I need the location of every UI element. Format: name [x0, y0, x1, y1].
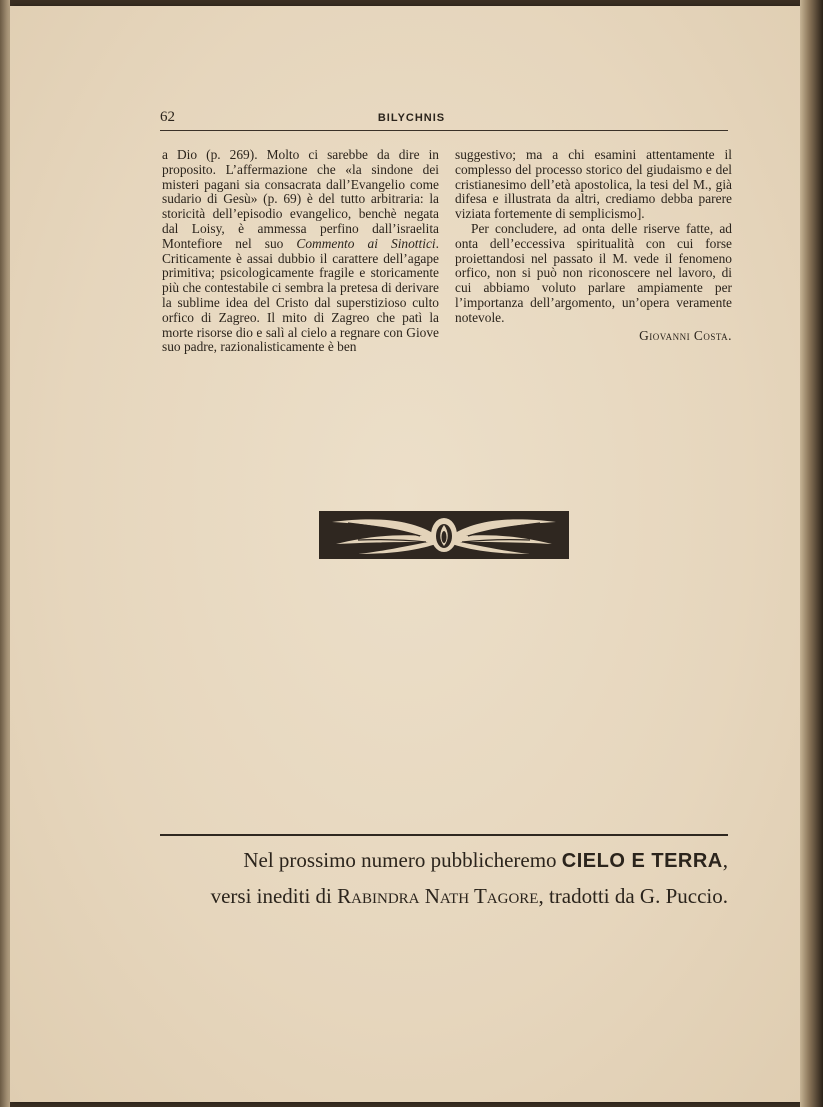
left-column: [162, 148, 439, 355]
book-spine-shadow: [0, 0, 10, 1107]
right-column: [455, 148, 732, 343]
page-edge-shadow: [800, 0, 823, 1107]
announcement-rule: [160, 834, 728, 836]
announcement-line-2: versi inediti di Rabindra Nath Tagore, tradotti da G. Puccio.: [210, 884, 728, 908]
right-paragraph-2: Per concludere, ad onta delle riserve fatte, ad onta dell’eccessiva spiritualità con cui forse proiettandosi nel passato il M. vede il fenomeno orfico, non si può non riconoscere nel lavoro, di cui abbiamo voluto parlare ampiamente per l’importanza dell’argomento, un’opera veramente notevole.: [455, 220, 732, 325]
header-rule: [160, 130, 728, 131]
running-title: BILYCHNIS: [377, 112, 446, 124]
winged-ornament-icon: [318, 510, 570, 560]
featured-title: CIELO E TERRA: [561, 850, 723, 872]
left-paragraph: a Dio (p. 269). Molto ci sarebbe da dire in proposito. L’affermazione che «la sindone dei misteri pagani sia consacrata dall’Evangelio come sudario di Gesù» (p. 69) è del tutto arbitraria: la storicità dell’episodio evangelico, benchè negata dal Loisy, è ammessa perfino dall’israelita Montefiore nel suo Commento ai Sinottici. Criticamente è assai dubbio il carattere dell’agape primitiva; psicologicamente fragile e storicamente più che contestabile ci sembra la pretesa di derivare la sublime idea del Cristo dal superstizioso culto orfico di Zagreo. Il mito di Zagreo che patì la morte risorse dio e salì al cielo a regnare con Giove suo padre, razionalisticamente è ben: [162, 147, 439, 355]
author-name: Rabindra Nath Tagore: [337, 884, 539, 908]
author-signature: Giovanni Costa.: [639, 327, 732, 343]
right-paragraph-1: suggestivo; ma a chi esamini attentamente il complesso del processo storico del giudaismo e del cristianesimo dell’età apostolica, la tesi del M., già difesa e illustrata da altri, crediamo debba parere viziata fortemente di semplicismo].: [455, 147, 732, 222]
page-number: 62: [160, 109, 175, 125]
announcement-line-1: Nel prossimo numero pubblicheremo CIELO E TERRA,: [243, 848, 728, 872]
book-title-italic: Commento ai Sinottici: [296, 235, 436, 251]
